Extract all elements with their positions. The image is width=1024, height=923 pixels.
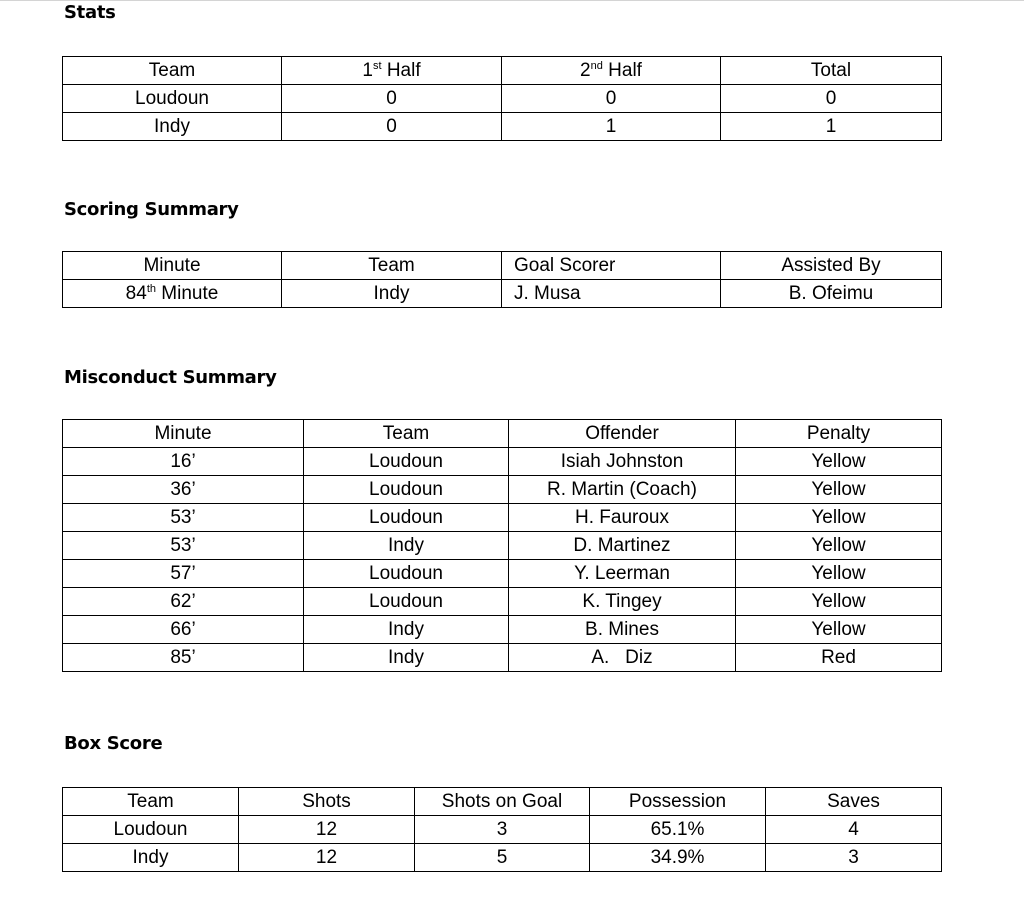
cell-team: Loudoun: [304, 448, 509, 476]
table-header-row: [63, 57, 942, 85]
box-score-heading: Box Score: [64, 733, 163, 754]
cell-minute: 53’: [63, 504, 304, 532]
cell-minute: 53’: [63, 532, 304, 560]
stats-heading: Stats: [64, 2, 116, 23]
cell-offender: A. Diz: [509, 644, 736, 672]
cell-shots-on-goal: 5: [415, 844, 590, 872]
cell-shots: 12: [239, 844, 415, 872]
table-row: [63, 588, 942, 616]
cell-team: Loudoun: [304, 588, 509, 616]
cell-team: Loudoun: [304, 560, 509, 588]
cell-offender: H. Fauroux: [509, 504, 736, 532]
cell-goal-scorer: J. Musa: [502, 280, 721, 308]
header-minute: Minute: [63, 252, 282, 280]
cell-minute: 62’: [63, 588, 304, 616]
table-row: [63, 560, 942, 588]
cell-penalty: Yellow: [736, 616, 942, 644]
cell-team: Indy: [304, 616, 509, 644]
cell-team: Loudoun: [63, 85, 282, 113]
header-penalty: Penalty: [736, 420, 942, 448]
cell-saves: 4: [766, 816, 942, 844]
cell-penalty: Yellow: [736, 532, 942, 560]
cell-team: Indy: [304, 532, 509, 560]
cell-offender: B. Mines: [509, 616, 736, 644]
header-team: Team: [63, 788, 239, 816]
table-row: [63, 844, 942, 872]
table-row: [63, 280, 942, 308]
table-header-row: [63, 788, 942, 816]
cell-team: Indy: [63, 113, 282, 141]
cell-possession: 65.1%: [590, 816, 766, 844]
header-offender: Offender: [509, 420, 736, 448]
cell-minute: 16’: [63, 448, 304, 476]
cell-offender: R. Martin (Coach): [509, 476, 736, 504]
cell-team: Loudoun: [63, 816, 239, 844]
cell-minute: 57’: [63, 560, 304, 588]
header-second-half: 2nd Half: [502, 57, 721, 85]
cell-total: 0: [721, 85, 942, 113]
cell-second-half: 0: [502, 85, 721, 113]
table-header-row: [63, 252, 942, 280]
header-shots-on-goal: Shots on Goal: [415, 788, 590, 816]
table-row: [63, 504, 942, 532]
cell-saves: 3: [766, 844, 942, 872]
cell-team: Indy: [282, 280, 502, 308]
scoring-summary-heading: Scoring Summary: [64, 199, 239, 220]
table-row: [63, 476, 942, 504]
cell-minute: 66’: [63, 616, 304, 644]
cell-possession: 34.9%: [590, 844, 766, 872]
cell-offender: Y. Leerman: [509, 560, 736, 588]
header-team: Team: [63, 57, 282, 85]
table-row: [63, 644, 942, 672]
table-row: [63, 113, 942, 141]
table-row: [63, 532, 942, 560]
header-goal-scorer: Goal Scorer: [502, 252, 721, 280]
cell-penalty: Yellow: [736, 560, 942, 588]
cell-assisted-by: B. Ofeimu: [721, 280, 942, 308]
cell-offender: D. Martinez: [509, 532, 736, 560]
table-row: [63, 816, 942, 844]
cell-team: Indy: [304, 644, 509, 672]
cell-shots-on-goal: 3: [415, 816, 590, 844]
stats-table: [62, 56, 942, 141]
cell-shots: 12: [239, 816, 415, 844]
header-minute: Minute: [63, 420, 304, 448]
cell-first-half: 0: [282, 113, 502, 141]
cell-team: Loudoun: [304, 504, 509, 532]
header-total: Total: [721, 57, 942, 85]
cell-total: 1: [721, 113, 942, 141]
header-first-half: 1st Half: [282, 57, 502, 85]
table-row: [63, 616, 942, 644]
cell-minute: 85’: [63, 644, 304, 672]
cell-minute: 36’: [63, 476, 304, 504]
cell-team: Indy: [63, 844, 239, 872]
header-possession: Possession: [590, 788, 766, 816]
cell-penalty: Red: [736, 644, 942, 672]
box-score-table: [62, 787, 942, 872]
cell-offender: Isiah Johnston: [509, 448, 736, 476]
table-header-row: [63, 420, 942, 448]
cell-offender: K. Tingey: [509, 588, 736, 616]
cell-first-half: 0: [282, 85, 502, 113]
misconduct-summary-table: [62, 419, 942, 672]
top-divider: [0, 0, 1024, 1]
header-saves: Saves: [766, 788, 942, 816]
header-team: Team: [304, 420, 509, 448]
cell-penalty: Yellow: [736, 504, 942, 532]
cell-penalty: Yellow: [736, 476, 942, 504]
cell-second-half: 1: [502, 113, 721, 141]
cell-team: Loudoun: [304, 476, 509, 504]
header-shots: Shots: [239, 788, 415, 816]
cell-penalty: Yellow: [736, 588, 942, 616]
header-team: Team: [282, 252, 502, 280]
table-row: [63, 85, 942, 113]
table-row: [63, 448, 942, 476]
cell-minute: 84th Minute: [63, 280, 282, 308]
cell-penalty: Yellow: [736, 448, 942, 476]
scoring-summary-table: [62, 251, 942, 308]
header-assisted-by: Assisted By: [721, 252, 942, 280]
misconduct-summary-heading: Misconduct Summary: [64, 367, 277, 388]
